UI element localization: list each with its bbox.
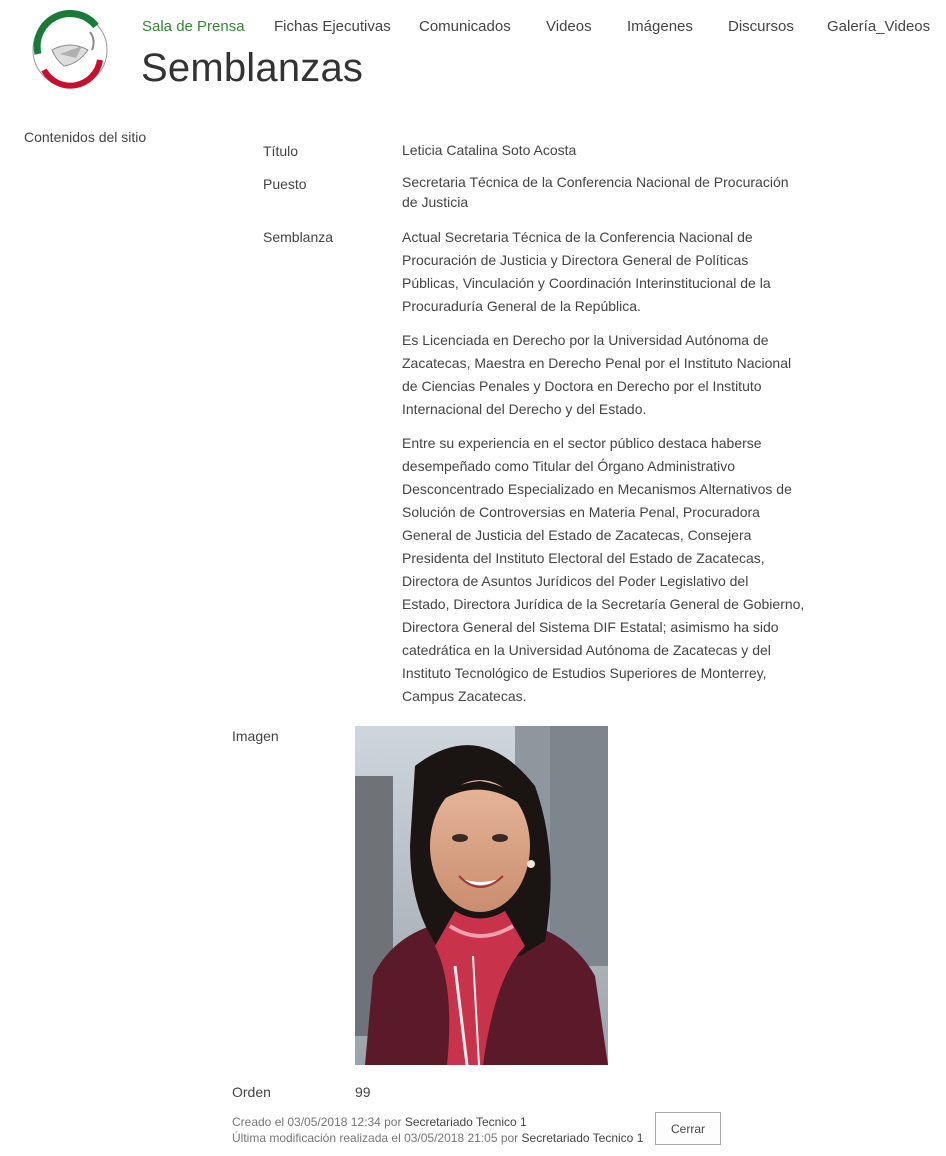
field-label-imagen: Imagen (232, 728, 279, 744)
semblanza-line: catedrática en la Universidad Autónoma de Zacatecas y del (402, 642, 771, 658)
semblanza-line: Procuraduría General de la República. (402, 298, 641, 314)
field-value-orden: 99 (355, 1084, 371, 1100)
site-contents-link[interactable]: Contenidos del sitio (24, 129, 147, 145)
semblanza-line: Instituto Tecnológico de Estudios Superiores de Monterrey, (402, 665, 767, 681)
created-by-link[interactable]: Secretariado Tecnico 1 (404, 1115, 527, 1129)
semblanza-line: Solución de Controversias en Materia Penal, Procuradora (402, 504, 760, 520)
nav-galeria-videos[interactable]: Galería_Videos (827, 18, 931, 35)
field-label-semblanza: Semblanza (263, 229, 334, 245)
field-label-orden: Orden (232, 1084, 271, 1100)
created-text: Creado el 03/05/2018 12:34 por (232, 1115, 402, 1129)
site-logo[interactable] (30, 10, 110, 90)
item-metadata (232, 1114, 643, 1146)
nav-fichas-ejecutivas[interactable]: Fichas Ejecutivas (274, 18, 391, 35)
semblanza-paragraph (402, 226, 832, 318)
semblanza-line: de Ciencias Penales y Doctora en Derecho por el Instituto (402, 378, 762, 394)
semblanza-line: Es Licenciada en Derecho por la Universidad Autónoma de (402, 332, 769, 348)
semblanza-line: Desconcentrado Especializado en Mecanismos Alternativos de (402, 481, 792, 497)
nav-imagenes[interactable]: Imágenes (627, 18, 693, 35)
nav-comunicados[interactable]: Comunicados (419, 18, 511, 35)
semblanza-line: Zacatecas, Maestra en Derecho Penal por el Instituto Nacional (402, 355, 792, 371)
modified-text: Última modificación realizada el 03/05/2018 21:05 por (232, 1131, 519, 1145)
field-value-semblanza (402, 226, 832, 719)
nav-sala-de-prensa[interactable]: Sala de Prensa (142, 18, 245, 35)
semblanza-line: desempeñado como Titular del Órgano Administrativo (402, 458, 736, 474)
field-label-puesto: Puesto (263, 176, 307, 192)
semblanza-line: Procuración de Justicia y Directora General de Políticas (402, 252, 749, 268)
modified-by-link[interactable]: Secretariado Tecnico 1 (521, 1131, 644, 1145)
nav-videos[interactable]: Videos (546, 18, 592, 35)
puesto-line: de Justicia (402, 194, 469, 210)
semblanza-line: Entre su experiencia en el sector público destaca haberse (402, 435, 762, 451)
semblanza-paragraph (402, 432, 832, 708)
semblanza-line: Presidenta del Instituto Electoral del Estado de Zacatecas, (402, 550, 765, 566)
semblanza-line: Internacional del Derecho y del Estado. (402, 401, 647, 417)
semblanza-line: Directora de Asuntos Jurídicos del Poder Legislativo del (402, 573, 749, 589)
field-value-puesto (402, 172, 789, 212)
puesto-line: Secretaria Técnica de la Conferencia Nacional de Procuración (402, 174, 789, 190)
semblanza-line: Actual Secretaria Técnica de la Conferencia Nacional de (402, 229, 753, 245)
close-button[interactable]: Cerrar (655, 1112, 721, 1145)
portrait-photo (355, 726, 608, 1065)
field-value-titulo: Leticia Catalina Soto Acosta (402, 142, 577, 158)
semblanza-line: Campus Zacatecas. (402, 688, 527, 704)
semblanza-line: General de Justicia del Estado de Zacatecas, Consejera (402, 527, 752, 543)
field-label-titulo: Título (263, 143, 299, 159)
semblanza-line: Estado, Directora Jurídica de la Secretaría General de Gobierno, (402, 596, 805, 612)
semblanza-line: Públicas, Vinculación y Coordinación Interinstitucional de la (402, 275, 771, 291)
semblanza-paragraph (402, 329, 832, 421)
page-title[interactable]: Semblanzas (141, 46, 364, 90)
created-info (232, 1114, 643, 1130)
semblanza-line: Directora General del Sistema DIF Estatal; asimismo ha sido (402, 619, 779, 635)
nav-discursos[interactable]: Discursos (728, 18, 794, 35)
modified-info (232, 1130, 643, 1146)
